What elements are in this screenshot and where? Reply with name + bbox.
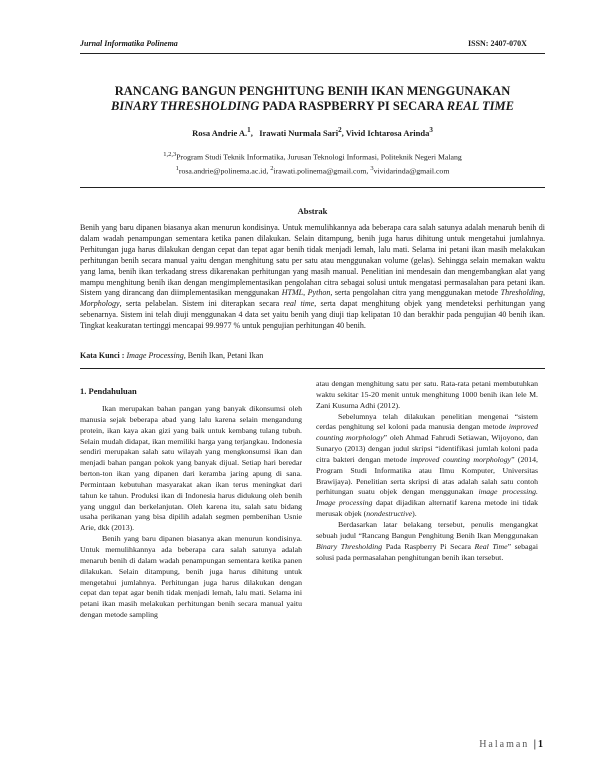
page-number: 1: [538, 739, 545, 750]
author-3: Vivid Ichtarosa Arinda: [345, 127, 430, 138]
author-1-sup: 1: [247, 126, 251, 134]
author-list: Rosa Andrie A.$^1$, Irawati Nurmala Sari$^2$, Vivid Ichtarosa Arinda$^3$: [192, 126, 433, 138]
section-heading-pendahuluan: 1. Pendahuluan: [80, 386, 137, 396]
keywords-bottom-rule: [80, 368, 545, 369]
right-p3-italic-1: Binary Thresholding: [316, 541, 383, 551]
abstract-thresholding: Thresholding: [500, 288, 543, 298]
footer-sep: |: [533, 739, 538, 750]
abstract-python: Python: [307, 288, 331, 298]
author-2: Irawati Nurmala Sari: [259, 127, 339, 138]
title-binary-thresholding: BINARY THRESHOLDING: [111, 98, 260, 113]
affiliation-sup: 1,2,3: [163, 151, 177, 158]
abstract-text-d: , serta dapat menghitung objek yang mendeteksi perhitungan yang sebenarnya. Sistem ini telah diuji menggunakan 4 data set yaitu benih yang diuji tiap kelipatan 10 dan berakhir pada pengujian 40 benih ikan. Tingkat keakuratan tertinggi mencapai 99.9977 % untuk pengujian perhitungan 40 benih.: [80, 299, 545, 331]
paper-title: [80, 84, 545, 113]
abstract-heading: Abstrak: [297, 206, 328, 216]
right-p2-italic-4: nondestructive: [366, 509, 413, 519]
title-line2-mid: PADA RASPBERRY PI SECARA: [262, 98, 444, 113]
abstract-text-c: , serta pelabelan. Sistem ini diterapkan secara: [119, 299, 284, 309]
title-line1: RANCANG BANGUN PENGHITUNG BENIH IKAN MENGGUNAKAN: [114, 84, 511, 98]
email-3: vividarinda@gmail.com: [373, 166, 450, 176]
email-1: rosa.andrie@polinema.ac.id: [178, 166, 267, 176]
issn: ISSN: 2407-070X: [468, 39, 527, 48]
abstract-html: HTML: [281, 288, 304, 298]
keyword-image-processing: Image Processing: [126, 351, 184, 360]
right-p2-text-b: ” oleh Ahmad Fahrudi Setiawan, Wijoyono, dan Sunaryo (2013) dengan judul skripsi “identifikasi jumlah koloni pada citra bakteri dengan metode: [316, 433, 538, 464]
abstract-top-rule: [80, 187, 545, 188]
right-p2-text-a: Sebelumnya telah dilakukan penelitian mengenai “sistem cerdas penghitung sel koloni pada manusia dengan metode: [316, 411, 538, 432]
journal-name: Jurnal Informatika Polinema: [80, 39, 178, 48]
author-2-sup: 2: [338, 126, 342, 134]
email-2: irawati.polinema@gmail.com: [273, 166, 367, 176]
abstract-sep-2: ,: [543, 288, 545, 298]
right-p2-italic-2: improved counting morphology: [410, 454, 512, 464]
left-paragraph-1: Ikan merupakan bahan pangan yang banyak dikonsumsi oleh manusia sejak beberapa abad yang lalu karena selain mengandung protein, ikan kaya akan gizi yang baik untuk kembang tulang tubuh. Selain mudah didapat, ikan memiliki harga yang terjangkau. Indonesia sendiri merupakan salah satu wilayah yang mengkonsumsi ikan dan menjadi bahan pangan pokok yang banyak dijual. Setiap hari beredar berton-ton ikan yang dipanen dari keramba jaring apung di sana. Permintaan kebutuhan masyarakat akan ikan terus meningkat dari tahun ke tahun. Produksi ikan di Indonesia harus didukung oleh benih yang unggul dan berkelanjutan. Oleh karena itu, salah satu bidang usaha perikanan yang bisa dipilih adalah segmen pembenihan Usnie Arie, dkk (2013).: [80, 404, 302, 533]
right-column: [316, 379, 538, 563]
keywords-label: Kata Kunci :: [80, 351, 127, 360]
email-1-sup: 1: [175, 164, 179, 172]
page-footer: [479, 739, 545, 750]
right-p2-text-d: dapat dijadikan alternatif karena metode ini tidak merusak objek (: [316, 498, 538, 519]
title-real-time: REAL TIME: [446, 98, 514, 113]
left-column: [80, 404, 302, 621]
affiliation: $^{1,2,3}$Program Studi Teknik Informatika, Jurusan Teknologi Informasi, Politeknik Negeri Malang $^1$rosa.andrie@polinema.ac.id, $^2$irawati.polinema@gmail.com, $^3$vividarinda@gmail.com: [163, 151, 462, 176]
right-p2-text-e: ).: [412, 509, 417, 519]
right-p2-italic-1: improved counting morphology: [316, 422, 538, 443]
author-3-sup: 3: [429, 126, 433, 134]
author-1: Rosa Andrie A.: [192, 127, 248, 138]
right-p3-text-b: Pada Raspberry Pi Secara: [382, 541, 475, 551]
right-paragraph-2: [316, 412, 538, 520]
abstract-body: [80, 223, 545, 332]
header-rule: [80, 53, 545, 54]
right-p3-italic-2: Real Time: [474, 541, 508, 551]
footer-label: Halaman: [479, 739, 530, 750]
abstract-text-b: , serta pengolahan citra yang menggunakan metode: [330, 288, 501, 298]
abstract-morphology: Morphology: [80, 299, 120, 309]
email-3-sup: 3: [370, 164, 374, 172]
left-paragraph-2: Benih yang baru dipanen biasanya akan menurun kondisinya. Untuk memulihkannya ada beberapa cara salah satunya adalah menaruh benih di dalam wadah penampungan sementara ketika panen dilakukan. Selain ditampung, benih juga harus dihitung untuk mengetahui jumlahnya. Perhitungan juga harus dilakukan dengan cepat dan tepat agar benih tidak menjadi lemah, lalu mati. Selama ini petani ikan masih melakukan perhitungan benih secara manual yaitu dengan metode sampling: [80, 534, 302, 620]
abstract-sep-1: ,: [303, 288, 308, 298]
keywords-rest: , Benih Ikan, Petani Ikan: [183, 351, 264, 360]
abstract-real-time: real time: [283, 299, 315, 309]
email-2-sup: 2: [270, 164, 274, 172]
right-paragraph-3: [316, 520, 538, 563]
affiliation-program: Program Studi Teknik Informatika, Jurusan Teknologi Informasi, Politeknik Negeri Malang: [176, 152, 462, 162]
abstract-text-a: Benih yang baru dipanen biasanya akan menurun kondisinya. Untuk memulihkannya ada beberapa cara salah satunya adalah menaruh benih di dalam wadah penampungan sementara ketika panen dilakukan. Selain ditampung, benih juga harus dihitung untuk mengetahui jumlahnya. Perhitungan juga harus dilakukan dengan cepat dan tepat agar benih tidak menjadi lemah, lalu mati. Selama ini petani ikan masih melakukan perhitungan benih secara manual yaitu dengan menghitung satu per satu atau menggunakan volume (gelas). Sehingga selain memakan waktu yang lama, benih ikan terkadang stress dikarenakan perhitungan yang masih manual. Penelitian ini mendesain dan mengembangkan alat yang mampu menghitung benih ikan dengan mengimplementasikan pengolahan citra sebagai solusi untuk mengatasi permasalahan para petani ikan. Sistem yang dirancang dan diimplementasikan menggunakan: [80, 223, 545, 298]
right-p2-text-c: ” (2014, Program Studi Informatika atau Ilmu Komputer, Universitas Brawijaya). Penelitian serta skripsi di atas adalah salah satu contoh perhitungan suatu objek dengan menggunakan: [316, 454, 538, 497]
right-paragraph-1: atau dengan menghitung satu per satu. Rata-rata petani membutuhkan waktu sekitar 15-20 menit untuk menghitung 1000 benih ikan lele M. Zani Kusuma Adhi (2012).: [316, 379, 538, 410]
right-p3-text-a: Berdasarkan latar belakang tersebut, penulis mengangkat sebuah judul “Rancang Bangun Penghitung Benih Ikan Menggunakan: [316, 519, 538, 540]
right-p3-text-c: ” sebagai solusi pada permasalahan penghitungan benih ikan tersebut.: [316, 541, 538, 562]
keywords: [80, 351, 545, 360]
right-p2-italic-3: image processing. Image processing: [316, 487, 538, 508]
